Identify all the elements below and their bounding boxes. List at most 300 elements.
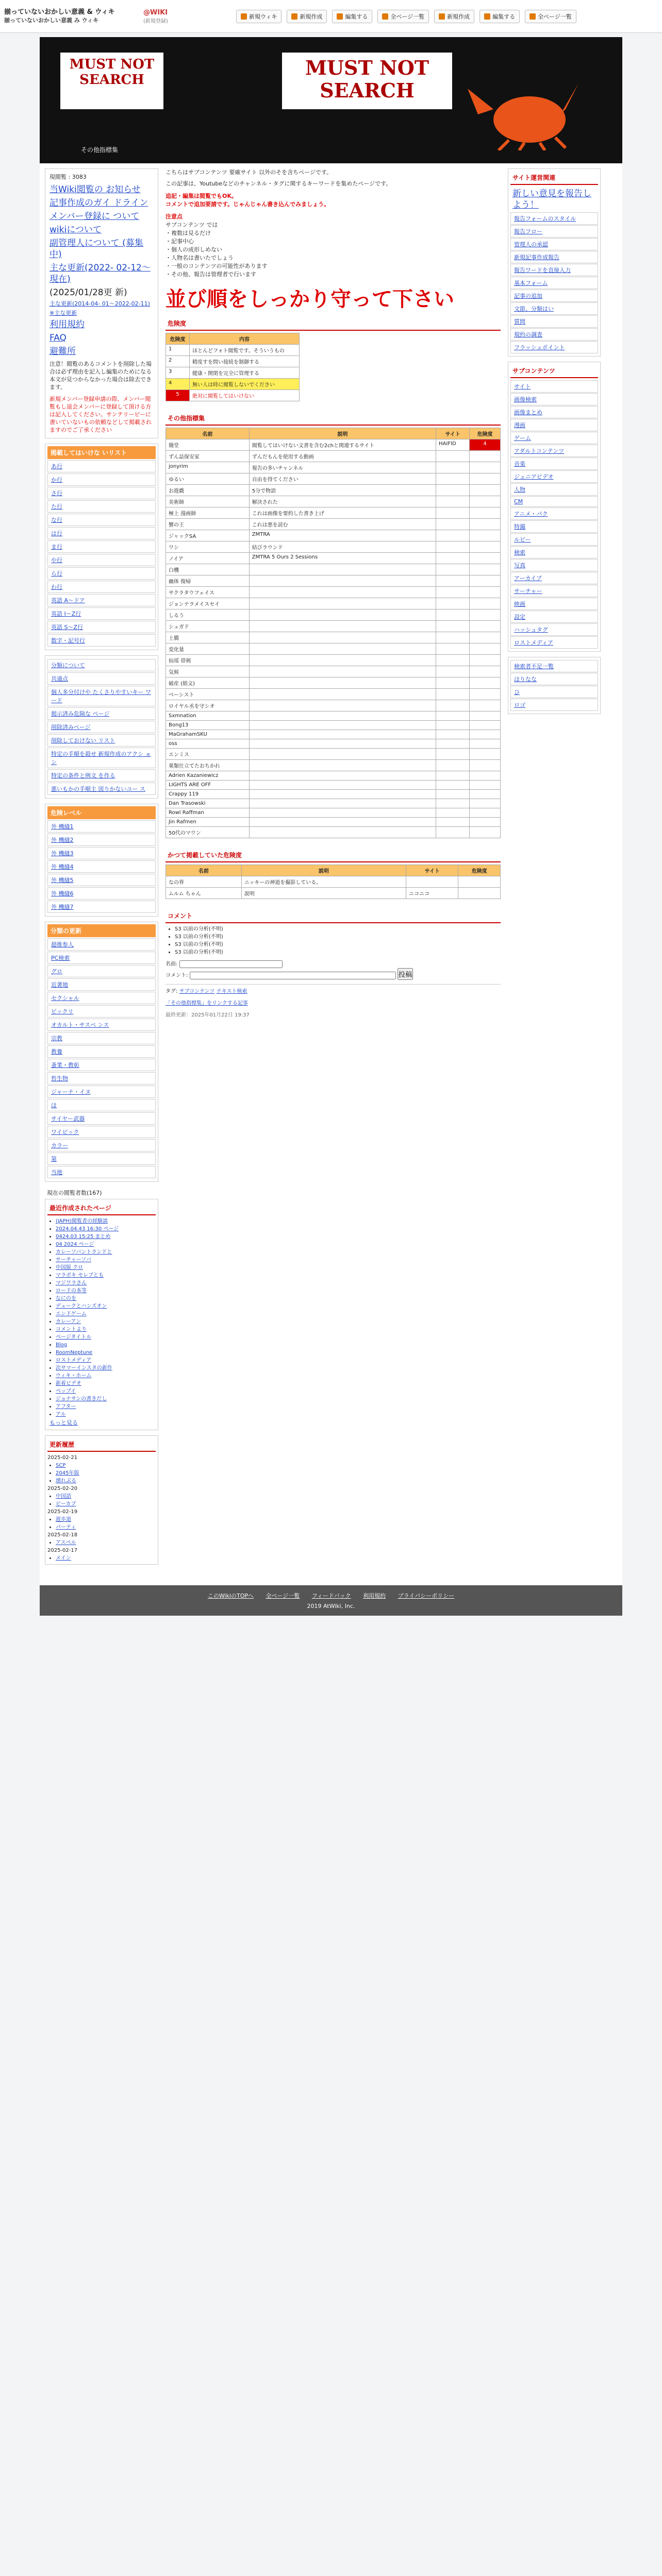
cell	[249, 587, 436, 598]
wiki-icon	[241, 13, 247, 20]
recent-page-link[interactable]: 中国版 クロ	[56, 1265, 84, 1270]
subcontent-link[interactable]: 音楽	[510, 457, 598, 470]
recent-page-link[interactable]: デュークとハンズオン	[56, 1303, 107, 1309]
ops-link[interactable]: 文節、分類はい	[510, 302, 598, 315]
cell	[436, 507, 470, 519]
cell	[470, 575, 501, 587]
subcontent-link[interactable]: 映画	[510, 598, 598, 610]
subcontent-link[interactable]: ルビー	[510, 533, 598, 546]
site-ops-box	[508, 168, 601, 357]
cell: これは画像を要約した書き上げ	[249, 507, 436, 519]
recent-pages-heading: 最近作成されたページ	[47, 1201, 156, 1215]
danger-level-heading: 危険レベル	[47, 806, 156, 819]
update-history-box	[45, 1435, 158, 1565]
cell[interactable]: Sxmnation	[166, 711, 250, 721]
recent-page-link[interactable]: ロードの本等	[56, 1288, 87, 1294]
danger-link[interactable]: 外 機縫2	[47, 834, 156, 846]
subcontent-link[interactable]: ジュニアビデオ	[510, 470, 598, 483]
col-header: 説明	[249, 428, 436, 439]
cell	[470, 711, 501, 721]
update-link[interactable]: 2045年版	[56, 1470, 79, 1476]
table-row	[166, 507, 501, 519]
cell	[249, 655, 436, 666]
cell[interactable]: シュガド	[166, 621, 250, 632]
cell[interactable]: Bong13	[166, 721, 250, 730]
category-link[interactable]: 分類について	[47, 659, 156, 671]
cell[interactable]: 白機	[166, 564, 250, 575]
list-item[interactable]: は行	[47, 527, 156, 539]
subcontent-link[interactable]: アーカイブ	[510, 572, 598, 584]
cell[interactable]: 変化量	[166, 643, 250, 655]
footer-link[interactable]: このWikiのTOPへ	[207, 1592, 254, 1599]
footer-link[interactable]: 利用規約	[363, 1592, 386, 1599]
cell[interactable]: Crappy 119	[166, 790, 250, 799]
recent-page-link[interactable]: ジョナサンの書きだし	[56, 1396, 107, 1402]
recent-page-link[interactable]: カレーアン	[56, 1319, 81, 1325]
update-link[interactable]: 遊歩道	[56, 1517, 71, 1522]
recent-page-link[interactable]: カレーソバントランドと	[56, 1249, 112, 1255]
update-link[interactable]: SCP	[56, 1463, 66, 1468]
cell: 自由を得てください	[249, 473, 436, 485]
cell	[249, 689, 436, 700]
right-sidebar	[508, 168, 601, 1570]
subcontent-link[interactable]: 検索	[510, 546, 598, 558]
name-label: 名前:	[166, 961, 178, 967]
cell[interactable]: 美術師	[166, 496, 250, 507]
sidebar-link-refuge[interactable]: 避難所	[49, 346, 76, 357]
table-row	[166, 485, 501, 496]
recent-page-link[interactable]: ペップイ	[56, 1388, 76, 1394]
recent-page-link[interactable]: アフター	[56, 1404, 76, 1410]
list-item[interactable]: わ行	[47, 581, 156, 593]
cell	[470, 530, 501, 541]
list-item[interactable]: 英語 I〜Z行	[47, 607, 156, 620]
danger-link[interactable]: 外 機縫3	[47, 847, 156, 859]
cell: これは悪を読む	[249, 519, 436, 530]
recent-page-link[interactable]: 2024.04.43 16:30 ページ	[56, 1226, 119, 1232]
misc-box	[508, 657, 601, 714]
cell	[436, 677, 470, 689]
sidebar-link-guide[interactable]: 記事作成のガイ ドライン	[49, 198, 148, 208]
category-link[interactable]: 個人多分付けや たくさりやすいキー ワード	[47, 686, 156, 706]
edit-button-2[interactable]: 編集する	[479, 10, 520, 23]
list-icon	[382, 13, 388, 20]
new-wiki-button[interactable]: 新規ウィキ	[236, 10, 282, 23]
recent-page-link[interactable]: アル	[56, 1412, 66, 1417]
subcontent-link[interactable]: 画像検索	[510, 393, 598, 405]
cell	[470, 564, 501, 575]
cell: 健康・開閉を完全に管理する	[190, 367, 300, 379]
recent-page-link[interactable]: ページタイトル	[56, 1334, 92, 1340]
class-link[interactable]: オカルト・サスペ ンス	[47, 1019, 156, 1031]
class-link[interactable]: カラー	[47, 1139, 156, 1151]
class-link[interactable]: 教養	[47, 1045, 156, 1058]
cell: ニコニコ	[406, 888, 458, 899]
cell	[436, 790, 470, 799]
cell[interactable]: ジョンテラメイスセイ	[166, 598, 250, 609]
danger-link[interactable]: 外 機縫5	[47, 874, 156, 886]
misc-link[interactable]: ほりなな	[510, 673, 598, 685]
danger-link[interactable]: 外 機縫6	[47, 887, 156, 900]
cell	[436, 462, 470, 473]
recent-page-link[interactable]: 新着ビデオ	[56, 1381, 81, 1386]
category-link[interactable]: 悪いもかの手順主 図りかないユー ス	[47, 783, 156, 795]
cell[interactable]: ゆるい	[166, 473, 250, 485]
list-item[interactable]: ま行	[47, 540, 156, 553]
more-link[interactable]: もっと見る	[49, 1419, 78, 1426]
col-header: 名前	[166, 428, 250, 439]
update-date: 2025-02-19	[47, 1509, 78, 1515]
sidebar-link-updates[interactable]: 主な更新(2022- 02-12～現在)	[49, 263, 151, 284]
cell[interactable]: 幽体 復帰	[166, 575, 250, 587]
recent-page-link[interactable]: RoomNeptune	[56, 1350, 93, 1355]
cell[interactable]: しるう	[166, 609, 250, 621]
cell	[249, 677, 436, 689]
recent-page-link[interactable]: なにのを	[56, 1296, 76, 1301]
cell	[436, 598, 470, 609]
category-link[interactable]: 共通点	[47, 672, 156, 685]
subcontent-link[interactable]: ゲーム	[510, 432, 598, 444]
cell: 5	[166, 390, 190, 401]
subcontent-link[interactable]: 人物	[510, 483, 598, 496]
subcontent-link[interactable]: 漫画	[510, 419, 598, 431]
list-item[interactable]: あ行	[47, 460, 156, 472]
cell[interactable]: 上臈	[166, 632, 250, 643]
cell: ほとんどフォト閲覧です。そういうもの	[190, 345, 300, 356]
cell	[249, 721, 436, 730]
submit-button[interactable]: 投稿	[398, 968, 413, 980]
page-title: 並び順をしっかり守って下さい	[166, 287, 454, 311]
table-row	[166, 689, 501, 700]
recent-pages-box	[45, 1199, 158, 1430]
site-footer	[40, 1585, 622, 1616]
cell	[436, 609, 470, 621]
cell[interactable]: LIGHTS ARE OFF	[166, 781, 250, 790]
col-header: 説明	[241, 865, 406, 876]
ops-link[interactable]: 質問	[510, 315, 598, 328]
edit-button[interactable]: 編集する	[332, 10, 372, 23]
cell[interactable]: Adrien Kazaniewicz	[166, 771, 250, 781]
class-link[interactable]: PC検索	[47, 952, 156, 964]
crab-illustration	[462, 73, 581, 150]
cell	[249, 632, 436, 643]
col-header: 危険度	[470, 428, 501, 439]
cell[interactable]: jonyrim	[166, 462, 250, 473]
new-page-button-2[interactable]: 新規作成	[434, 10, 474, 23]
comment-item: • S3 以前の分析(不明)	[175, 941, 501, 948]
site-ops-heading: サイト運営関連	[510, 171, 598, 185]
recent-page-link[interactable]: 0424.03 15:25 まとめ	[56, 1234, 111, 1240]
cell[interactable]: 極上 漫画師	[166, 507, 250, 519]
recent-page-link[interactable]: エンドゲーム	[56, 1311, 87, 1317]
list-item[interactable]: な行	[47, 514, 156, 526]
recent-page-link[interactable]: 次サマーインスタの新作	[56, 1365, 112, 1371]
ops-link[interactable]: 記事の追加	[510, 290, 598, 302]
cell[interactable]: エンミス	[166, 749, 250, 760]
table-heading: その他指標集	[166, 412, 501, 426]
cell[interactable]: 50代のマウン	[166, 827, 250, 838]
report-link[interactable]: 新しい意見を報告しよう！	[512, 189, 591, 210]
update-date: 2025-02-20	[47, 1486, 78, 1492]
cell	[249, 700, 436, 711]
subcontent-link[interactable]: 特撮	[510, 520, 598, 533]
cell	[436, 781, 470, 790]
cell	[249, 564, 436, 575]
subcontent-link[interactable]: ハッシュタグ	[510, 623, 598, 636]
tag-link[interactable]: テキスト検索	[216, 989, 247, 994]
cell[interactable]: Dan Trasowski	[166, 799, 250, 808]
class-link[interactable]: サイヤー武器	[47, 1112, 156, 1125]
misc-link[interactable]: ひ	[510, 686, 598, 698]
cell[interactable]: ベーシスト	[166, 689, 250, 700]
class-link[interactable]: セクシャル	[47, 992, 156, 1004]
cell	[249, 760, 436, 771]
cell	[436, 771, 470, 781]
cell[interactable]: MaGrahamSKU	[166, 730, 250, 739]
class-link[interactable]: 宗教	[47, 1032, 156, 1044]
cell: 無い人は時に閲覧しないでください	[190, 379, 300, 390]
cell	[249, 598, 436, 609]
atwiki-logo[interactable]: @WIKI (新規登録)	[143, 8, 168, 24]
cell	[436, 721, 470, 730]
table-row	[166, 677, 501, 689]
list-heading: 掲載してはいけな いリスト	[47, 446, 156, 459]
main-content	[166, 168, 501, 1570]
table-row	[166, 760, 501, 771]
ops-link[interactable]: 基本フォーム	[510, 277, 598, 289]
sidebar-link-subadmin[interactable]: 副管理人について (募集中)	[49, 238, 143, 260]
list-item[interactable]: 英語 A〜ドア	[47, 594, 156, 606]
report-sub-link[interactable]: 報告フロー	[510, 225, 598, 238]
rules-heading: 注意点	[166, 213, 183, 220]
cell	[249, 771, 436, 781]
recent-page-link[interactable]: ウィキ・ホーム	[56, 1373, 92, 1379]
cell: ずんだもんを使用する動画	[249, 451, 436, 462]
class-link[interactable]: 蚤業・教彰	[47, 1059, 156, 1071]
cell[interactable]: 気候	[166, 666, 250, 677]
table-row	[166, 587, 501, 598]
class-link[interactable]: ほ	[47, 1099, 156, 1111]
table-row	[166, 711, 501, 721]
all-pages-button[interactable]: 全ページ一覧	[377, 10, 429, 23]
sidebar-link-main-updates[interactable]: ※主な更新	[49, 310, 77, 316]
list-item[interactable]: 数字・記号行	[47, 634, 156, 647]
cell[interactable]: 闇堂	[166, 439, 250, 451]
sidebar-link-about[interactable]: wikiについて	[49, 225, 102, 235]
cell	[436, 643, 470, 655]
cell	[470, 507, 501, 519]
subcontent-link[interactable]: アダルトコンテンツ	[510, 445, 598, 457]
cell	[470, 462, 501, 473]
class-link[interactable]: 第	[47, 1153, 156, 1165]
update-link[interactable]: アスペル	[56, 1540, 76, 1546]
table-row	[166, 462, 501, 473]
cell[interactable]: ロイヤル丞を守シオ	[166, 700, 250, 711]
cell	[436, 711, 470, 721]
danger-level-box	[45, 804, 158, 917]
class-link[interactable]: 近著地	[47, 978, 156, 991]
subcontent-link[interactable]: サーチャー	[510, 585, 598, 597]
cell	[249, 575, 436, 587]
subcontent-link[interactable]: アニメ・パク	[510, 507, 598, 520]
comment-input[interactable]	[190, 972, 396, 979]
cell[interactable]: ワシ	[166, 541, 250, 553]
table-row	[166, 575, 501, 587]
list-item[interactable]: や行	[47, 554, 156, 566]
tag-link[interactable]: サブコンテンツ	[179, 989, 215, 994]
class-link[interactable]: ビックリ	[47, 1005, 156, 1018]
cell[interactable]: 破産 (組文)	[166, 677, 250, 689]
recent-page-link[interactable]: マジワラさん	[56, 1280, 87, 1286]
danger-heading: 危険度	[166, 317, 501, 331]
cell[interactable]: ジャックSA	[166, 530, 250, 541]
cell	[470, 771, 501, 781]
cell[interactable]: Rowl Raffman	[166, 808, 250, 818]
rule-line: ・その他、報告は管理者で行います	[166, 271, 256, 278]
sidebar-link-notice[interactable]: 当Wiki閲覧の お知らせ	[49, 184, 141, 195]
wiki-title[interactable]: 揃っていないおかしい意義 & ウィキ 揃っていないおかしい意義 み ウィキ	[4, 8, 115, 24]
cell[interactable]: 菓類仕立てたおちかれ	[166, 760, 250, 771]
danger-link[interactable]: 外 機縫4	[47, 860, 156, 873]
sidebar-link-faq[interactable]: FAQ	[49, 333, 67, 343]
past-table-heading: かつて掲載していた危険度	[166, 849, 501, 862]
classification-heading: 分類の更新	[47, 924, 156, 937]
class-link[interactable]: ジャーナ・イヌ	[47, 1086, 156, 1098]
class-link[interactable]: 当地	[47, 1166, 156, 1178]
class-link[interactable]: 超推参人	[47, 938, 156, 951]
cell	[436, 451, 470, 462]
banner-left[interactable]: MUST NOT SEARCH	[60, 53, 163, 109]
sidebar-link-member[interactable]: メンバー登録に ついて	[49, 211, 140, 222]
cell	[436, 739, 470, 749]
cell[interactable]: Jin Rafmen	[166, 818, 250, 827]
update-link[interactable]: 壊れぶる	[56, 1478, 76, 1484]
sidebar-link-terms[interactable]: 利用規約	[49, 319, 85, 330]
cell	[436, 519, 470, 530]
cell	[249, 808, 436, 818]
category-link[interactable]: 削除済みページ	[47, 721, 156, 733]
danger-link[interactable]: 外 機縫7	[47, 901, 156, 913]
rule-line: ・記事中心	[166, 238, 194, 245]
cell: 説明	[241, 888, 406, 899]
cell[interactable]: 仙瑶 帯剣	[166, 655, 250, 666]
misc-link[interactable]: 検索者不足一覧	[510, 660, 598, 672]
subcontent-link[interactable]: 画像まとめ	[510, 406, 598, 418]
cell[interactable]: oss	[166, 739, 250, 749]
new-page-button[interactable]: 新規作成	[287, 10, 327, 23]
list-item[interactable]: た行	[47, 500, 156, 513]
cell	[249, 730, 436, 739]
recent-page-link[interactable]: コメントより	[56, 1327, 87, 1332]
cell[interactable]: サクラタウフェイス	[166, 587, 250, 598]
update-link[interactable]: 中国語	[56, 1494, 71, 1499]
cell	[470, 700, 501, 711]
cell	[458, 876, 501, 888]
rule-line: ・一般のコンテンツの可能性があります	[166, 263, 268, 269]
table-row	[166, 730, 501, 739]
subcontent-link[interactable]: CM	[510, 496, 598, 507]
update-link[interactable]: パーティ	[56, 1524, 76, 1530]
subcontent-box	[508, 362, 601, 652]
classification-box	[45, 922, 158, 1182]
recent-page-link[interactable]: マラポキ セレブとも	[56, 1273, 104, 1278]
cell: 2	[166, 356, 190, 367]
recent-page-link[interactable]: 04 2024 ページ	[56, 1242, 94, 1247]
class-link[interactable]: 哲生物	[47, 1072, 156, 1084]
list-box	[45, 444, 158, 650]
subcontent-link[interactable]: 設定	[510, 611, 598, 623]
table-row	[166, 808, 501, 818]
cell	[436, 818, 470, 827]
pencil-icon	[337, 13, 343, 20]
related-link[interactable]: 「その他指標集」をリンクする記事	[166, 1001, 248, 1006]
subcontent-link[interactable]: サイト	[510, 380, 598, 393]
ops-link[interactable]: フラッシュポイント	[510, 341, 598, 353]
table-row	[166, 519, 501, 530]
banner-main[interactable]: MUST NOT SEARCH	[282, 53, 452, 109]
update-link[interactable]: メイン	[56, 1555, 71, 1561]
class-link[interactable]: グロ	[47, 965, 156, 977]
report-sub-link[interactable]: 報告フォームのスタイル	[510, 212, 598, 225]
cell[interactable]: ノイア	[166, 553, 250, 564]
list-item[interactable]: ら行	[47, 567, 156, 580]
cell	[470, 553, 501, 564]
cell	[470, 541, 501, 553]
cell[interactable]: お遊戯	[166, 485, 250, 496]
footer-link[interactable]: 全ページ一覧	[266, 1592, 300, 1599]
recent-page-link[interactable]: サーチャーソバ	[56, 1257, 92, 1263]
list-icon	[529, 13, 536, 20]
cell	[458, 888, 501, 899]
recent-page-link[interactable]: (JAPH)閲覧者の経験談	[56, 1218, 108, 1224]
cell: 報告の多いチャンネル	[249, 462, 436, 473]
footer-link[interactable]: フィードバック	[311, 1592, 351, 1599]
category-link[interactable]: 削除しておけない リスト	[47, 734, 156, 747]
category-link[interactable]: 特定の手順を殺せ 新規作成のアクシ ョン	[47, 748, 156, 768]
misc-link[interactable]: ロゴ	[510, 699, 598, 711]
table-row	[166, 749, 501, 760]
table-row	[166, 473, 501, 485]
header-subtitle: その他指標集	[81, 146, 119, 154]
name-input[interactable]	[179, 960, 283, 968]
list-item[interactable]: か行	[47, 473, 156, 486]
sidebar-link-old-updates[interactable]: 主な更新(2014-04- 01～2022-02-11)	[49, 300, 150, 307]
list-item[interactable]: さ行	[47, 487, 156, 499]
footer-link[interactable]: プライバシーポリシー	[398, 1592, 455, 1599]
ops-link[interactable]: 規約の調査	[510, 328, 598, 341]
danger-link[interactable]: 外 機縫1	[47, 820, 156, 833]
report-sub-link[interactable]: 管理人の承認	[510, 238, 598, 250]
all-pages-button-2[interactable]: 全ページ一覧	[525, 10, 576, 23]
ops-link[interactable]: 報告ワードを直接入力	[510, 264, 598, 276]
subcontent-link[interactable]: ロストメディア	[510, 636, 598, 649]
update-link[interactable]: ピーカブ	[56, 1501, 76, 1507]
cell[interactable]: ずん誌保安家	[166, 451, 250, 462]
ops-link[interactable]: 新規記事作成報告	[510, 251, 598, 263]
recent-page-link[interactable]: ロストメディア	[56, 1358, 92, 1363]
update-date: 2025-02-17	[47, 1548, 78, 1553]
list-item[interactable]: 英語 S〜Z行	[47, 621, 156, 633]
category-link[interactable]: 特定の条件と例文 を作る	[47, 769, 156, 782]
cell: ZMTRA	[249, 530, 436, 541]
recent-page-link[interactable]: Blog	[56, 1342, 68, 1348]
category-link[interactable]: 掲示済み危険な ページ	[47, 707, 156, 720]
cell[interactable]: 蟹の王	[166, 519, 250, 530]
table-row	[166, 781, 501, 790]
class-link[interactable]: ワイピック	[47, 1126, 156, 1138]
col-header: サイト	[436, 428, 470, 439]
subcontent-link[interactable]: 写真	[510, 559, 598, 571]
